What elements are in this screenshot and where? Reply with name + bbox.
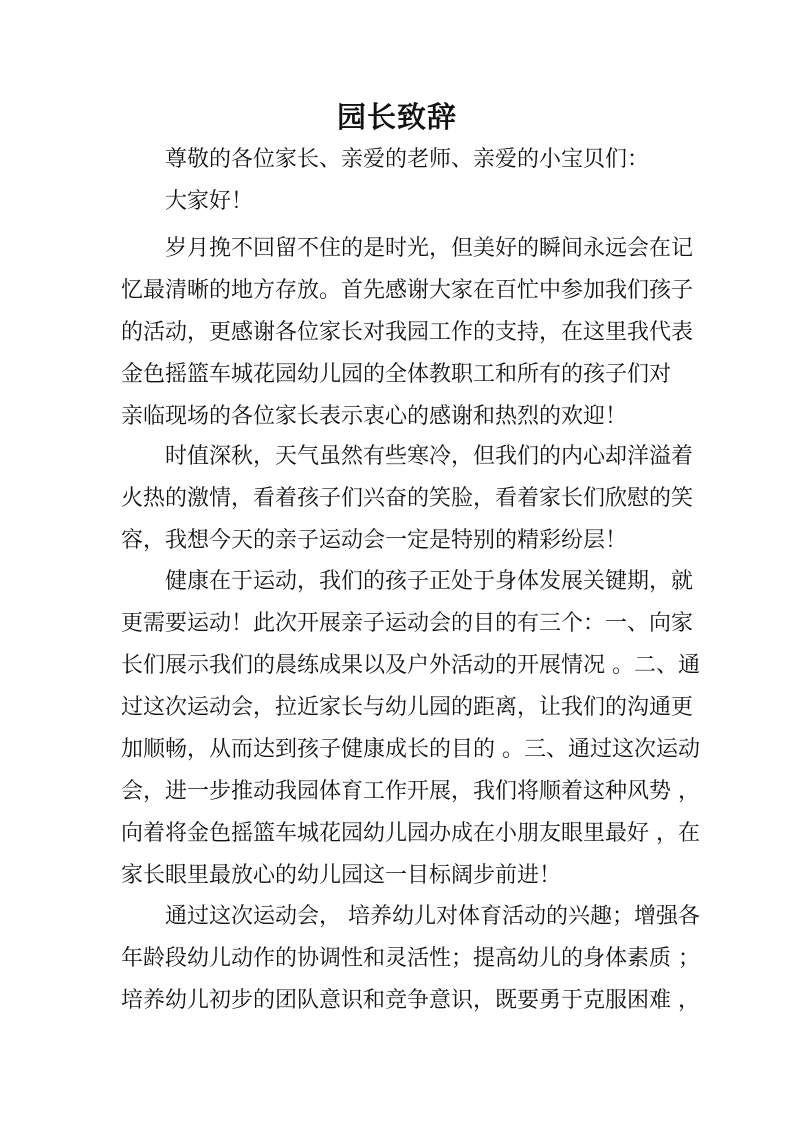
paragraph-3-line-6: 会，进一步推动我园体育工作开展，我们将顺着这种风势 ，: [121, 779, 700, 804]
paragraph-3-line-2: 更需要运动！此次开展亲子运动会的目的有三个：一、向家: [121, 611, 694, 636]
paragraph-3-line-4: 过这次运动会，拉近家长与幼儿园的距离，让我们的沟通更: [121, 695, 694, 720]
paragraph-3-line-8: 家长眼里最放心的幼儿园这一目标阔步前进！: [121, 863, 562, 888]
paragraph-3-line-5: 加顺畅，从而达到孩子健康成长的目的 。三、通过这次运动: [121, 737, 700, 762]
greeting-line: 大家好！: [165, 189, 254, 214]
paragraph-1-line-4: 金色摇篮车城花园幼儿园的全体教职工和所有的孩子们对: [121, 362, 672, 387]
paragraph-3-line-1: 健康在于运动，我们的孩子正处于身体发展关键期，就: [165, 569, 694, 594]
paragraph-1-line-5: 亲临现场的各位家长表示衷心的感谢和热烈的欢迎！: [121, 404, 628, 429]
salutation-line: 尊敬的各位家长、亲爱的老师、亲爱的小宝贝们：: [165, 147, 650, 172]
paragraph-2-line-3: 容，我想今天的亲子运动会一定是特别的精彩纷层！: [121, 528, 628, 553]
paragraph-1-line-3: 的活动，更感谢各位家长对我园工作的支持，在这里我代表: [121, 320, 694, 345]
paragraph-1-line-2: 忆最清晰的地方存放。首先感谢大家在百忙中参加我们孩子: [121, 278, 694, 303]
paragraph-4-line-3: 培养幼儿初步的团队意识和竞争意识，既要勇于克服困难 ，: [121, 988, 700, 1013]
document-title: 园长致辞: [336, 100, 457, 134]
paragraph-3-line-7: 向着将金色摇篮车城花园幼儿园办成在小朋友眼里最好 ，在: [121, 821, 700, 846]
paragraph-2-line-2: 火热的激情，看着孩子们兴奋的笑脸，看着家长们欣慰的笑: [121, 486, 694, 511]
paragraph-3-line-3: 长们展示我们的晨练成果以及户外活动的开展情况 。二、通: [121, 653, 700, 678]
paragraph-2-line-1: 时值深秋，天气虽然有些寒冷，但我们的内心却洋溢着: [165, 444, 694, 469]
paragraph-4-line-2: 年龄段幼儿动作的协调性和灵活性；提高幼儿的身体素质 ；: [121, 946, 700, 971]
paragraph-1-line-1: 岁月挽不回留不住的是时光，但美好的瞬间永远会在记: [165, 236, 694, 261]
paragraph-4-line-1: 通过这次运动会， 培养幼儿对体育活动的兴趣；增强各: [165, 904, 700, 929]
